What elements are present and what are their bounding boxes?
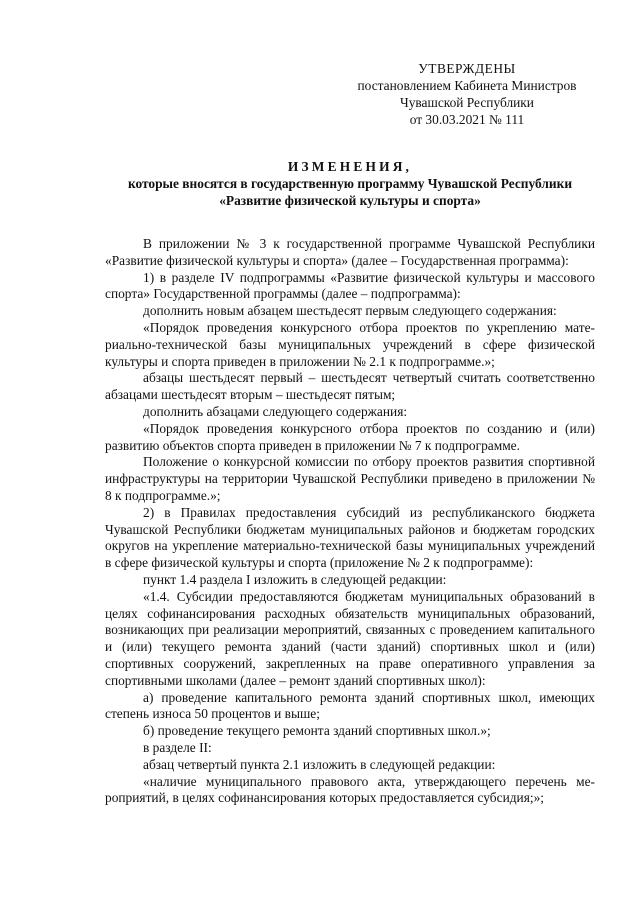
approval-issuer: постановлением Кабинета Министров [357,78,577,93]
paragraph: дополнить новым абзацем шестьдесят первым следующего содержания: [143,303,557,319]
paragraph: абзац четвертый пункта 2.1 изложить в следующей редакции: [143,756,496,772]
paragraph: Положение о конкурсной комиссии по отбору проектов развития спортивной инфраструктуры на территории Чувашской Республики приведено в приложении № 8 к подпрограмме.»; [105,454,595,503]
approval-stamp [352,60,582,128]
approval-republic: Чувашской Республики [400,95,534,110]
title-subtitle-line-1: которые вносятся в государственную программу Чувашской Республики [127,176,573,191]
paragraph: пункт 1.4 раздела I изложить в следующей редакции: [143,571,447,587]
document-body [105,236,595,807]
paragraph: «наличие муниципального правового акта, утверждающего перечень мероприятий, в целях софинансирования которых предоставляется субсидия;»; [105,773,595,806]
paragraph: «Порядок проведения конкурсного отбора проектов по созданию и (или) развитию объектов спорта приведен в приложении № 7 к подпрограмме. [105,420,595,453]
document-title [100,158,600,209]
paragraph: 2) в Правилах предоставления субсидий из республиканского бюджета Чувашской Республики бюджетам муниципальных районов и бюджетам городских округов на укрепление материально-технической базы муниципальных учреждений в сфере физической культуры и спорта (приложение № 2 к подпрограмме): [105,504,595,571]
paragraph: б) проведение текущего ремонта зданий спортивных школ.»; [143,723,491,739]
approval-date-number: от 30.03.2021 № 111 [409,112,525,127]
title-subtitle-line-2: «Развитие физической культуры и спорта» [219,193,481,208]
paragraph: «1.4. Субсидии предоставляются бюджетам муниципальных образований в целях софинансирования расходных обязательств муниципальных образований, возникающих при реализации мероприятий, связанных с проведением капитального и (или) текущего ремонта зданий (части зданий) спортивных школ и (или) спортивных сооружений, закрепленных на праве оперативного управления за спортивными школами (далее – ремонт зданий спортивных школ): [105,588,595,688]
paragraph: 1) в разделе IV подпрограммы «Развитие физической культуры и массового спорта» Государственной программы (далее – подпрограмма): [105,269,595,302]
paragraph: «Порядок проведения конкурсного отбора проектов по укреплению материально-технической базы муниципальных учреждений в сфере физической культуры и спорта приведен в приложении № 2.1 к подпрограмме.»; [105,319,595,369]
paragraph: а) проведение капитального ремонта зданий спортивных школ, имеющих степень износа 50 процентов и выше; [105,689,595,722]
paragraph: В приложении № 3 к государственной программе Чувашской Республики «Развитие физической культуры и спорта» (далее – Государственная программа): [105,236,595,268]
paragraph: в разделе II: [143,739,212,755]
paragraph: дополнить абзацами следующего содержания: [143,403,408,419]
paragraph: абзацы шестьдесят первый – шестьдесят четвертый считать соответственно абзацами шестьдесят вторым – шестьдесят пятым; [105,370,595,403]
approval-heading: УТВЕРЖДЕНЫ [418,61,516,76]
title-heading: ИЗМЕНЕНИЯ, [287,159,413,174]
